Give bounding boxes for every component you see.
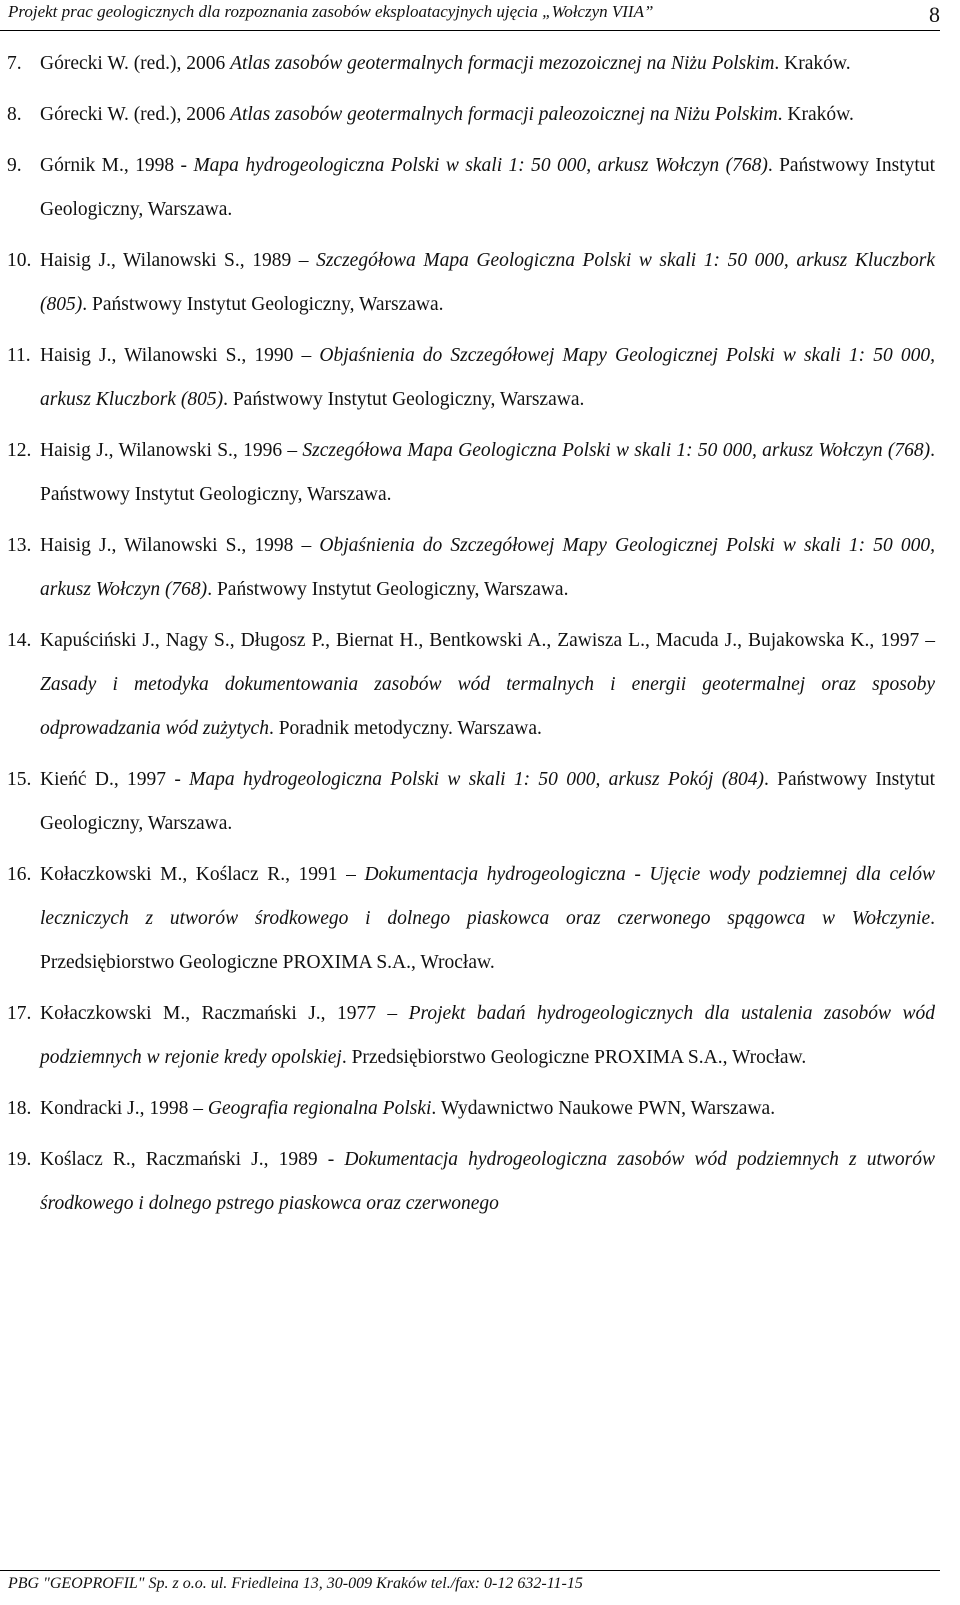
reference-item <box>0 42 935 86</box>
reference-number: 11. <box>7 345 31 366</box>
reference-number: 7. <box>7 53 22 74</box>
reference-number: 16. <box>7 864 32 885</box>
reference-authors: Górecki W. (red.), 2006 <box>40 53 231 74</box>
reference-item <box>0 144 935 232</box>
reference-publisher: . Państwowy Instytut Geologiczny, Warszawa. <box>40 155 935 220</box>
reference-authors: Górnik M., 1998 - <box>40 155 194 176</box>
reference-publisher: . Państwowy Instytut Geologiczny, Warszawa. <box>40 440 935 505</box>
reference-title: Projekt badań hydrogeologicznych dla ustalenia zasobów wód podziemnych w rejonie kredy opolskiej <box>40 1003 935 1068</box>
reference-item <box>0 429 935 517</box>
footer-text: PBG "GEOPROFIL" Sp. z o.o. ul. Friedleina 13, 30-009 Kraków tel./fax: 0-12 632-11-15 <box>8 1575 583 1592</box>
reference-authors: Górecki W. (red.), 2006 <box>40 104 231 125</box>
reference-number: 10. <box>7 250 32 271</box>
reference-number: 13. <box>7 535 32 556</box>
reference-title: Objaśnienia do Szczegółowej Mapy Geologicznej Polski w skali 1: 50 000, arkusz Kluczbork (805) <box>40 345 935 410</box>
reference-publisher: . Kraków. <box>774 53 851 74</box>
reference-number: 18. <box>7 1098 32 1119</box>
reference-publisher: . Przedsiębiorstwo Geologiczne PROXIMA S.A., Wrocław. <box>40 908 935 973</box>
reference-authors: Kieńć D., 1997 - <box>40 769 190 790</box>
reference-title: Atlas zasobów geotermalnych formacji mezozoicznej na Niżu Polskim <box>230 53 775 74</box>
reference-publisher: . Państwowy Instytut Geologiczny, Warszawa. <box>40 769 935 834</box>
reference-item <box>0 853 935 985</box>
reference-item <box>0 619 935 751</box>
reference-item <box>0 1087 935 1131</box>
reference-title: Mapa hydrogeologiczna Polski w skali 1: 50 000, arkusz Wołczyn (768) <box>193 155 768 176</box>
reference-authors: Kapuściński J., Nagy S., Długosz P., Biernat H., Bentkowski A., Zawisza L., Macuda J., Bujakowska K., 1997 – <box>40 630 935 651</box>
reference-authors: Haisig J., Wilanowski S., 1990 – <box>40 345 320 366</box>
reference-authors: Kondracki J., 1998 – <box>40 1098 208 1119</box>
reference-title: Geografia regionalna Polski <box>207 1098 432 1119</box>
reference-item <box>0 93 935 137</box>
page-footer <box>0 1570 940 1592</box>
reference-item <box>0 758 935 846</box>
reference-title: Szczegółowa Mapa Geologiczna Polski w skali 1: 50 000, arkusz Kluczbork (805) <box>40 250 935 315</box>
reference-authors: Koślacz R., Raczmański J., 1989 - <box>40 1149 345 1170</box>
reference-title: Mapa hydrogeologiczna Polski w skali 1: 50 000, arkusz Pokój (804) <box>189 769 764 790</box>
reference-publisher: . Wydawnictwo Naukowe PWN, Warszawa. <box>431 1098 776 1119</box>
reference-item <box>0 239 935 327</box>
reference-publisher: . Państwowy Instytut Geologiczny, Warszawa. <box>223 389 585 410</box>
reference-publisher: . Państwowy Instytut Geologiczny, Warszawa. <box>82 294 444 315</box>
reference-item <box>0 992 935 1080</box>
header-title: Projekt prac geologicznych dla rozpoznania zasobów eksploatacyjnych ujęcia „Wołczyn VIIA” <box>8 2 654 21</box>
reference-title: Dokumentacja hydrogeologiczna zasobów wód podziemnych z utworów środkowego i dolnego pstrego piaskowca oraz czerwonego <box>40 1149 935 1214</box>
reference-title: Zasady i metodyka dokumentowania zasobów wód termalnych i energii geotermalnej oraz sposoby odprowadzania wód zużytych <box>40 674 935 739</box>
reference-item <box>0 334 935 422</box>
reference-authors: Kołaczkowski M., Raczmański J., 1977 – <box>40 1003 409 1024</box>
reference-item <box>0 1138 935 1226</box>
reference-title: Atlas zasobów geotermalnych formacji paleozoicznej na Niżu Polskim <box>230 104 778 125</box>
reference-number: 12. <box>7 440 32 461</box>
reference-number: 17. <box>7 1003 32 1024</box>
reference-publisher: . Kraków. <box>777 104 854 125</box>
reference-title: Objaśnienia do Szczegółowej Mapy Geologicznej Polski w skali 1: 50 000, arkusz Wołczyn (768) <box>40 535 935 600</box>
reference-number: 15. <box>7 769 32 790</box>
reference-authors: Haisig J., Wilanowski S., 1998 – <box>40 535 320 556</box>
reference-authors: Kołaczkowski M., Koślacz R., 1991 – <box>40 864 365 885</box>
reference-number: 9. <box>7 155 22 176</box>
reference-publisher: . Państwowy Instytut Geologiczny, Warszawa. <box>207 579 569 600</box>
page-header <box>0 0 940 31</box>
reference-publisher: . Poradnik metodyczny. Warszawa. <box>268 718 542 739</box>
reference-title: Dokumentacja hydrogeologiczna - Ujęcie wody podziemnej dla celów leczniczych z utworów środkowego i dolnego piaskowca oraz czerwonego spągowca w Wołczynie <box>40 864 936 929</box>
reference-publisher: . Przedsiębiorstwo Geologiczne PROXIMA S.A., Wrocław. <box>341 1047 807 1068</box>
page-number: 8 <box>929 2 940 27</box>
reference-number: 14. <box>7 630 32 651</box>
reference-number: 8. <box>7 104 22 125</box>
references-list <box>0 42 935 1233</box>
reference-number: 19. <box>7 1149 32 1170</box>
reference-title: Szczegółowa Mapa Geologiczna Polski w skali 1: 50 000, arkusz Wołczyn (768) <box>302 440 931 461</box>
reference-item <box>0 524 935 612</box>
reference-authors: Haisig J., Wilanowski S., 1989 – <box>40 250 317 271</box>
reference-authors: Haisig J., Wilanowski S., 1996 – <box>40 440 303 461</box>
